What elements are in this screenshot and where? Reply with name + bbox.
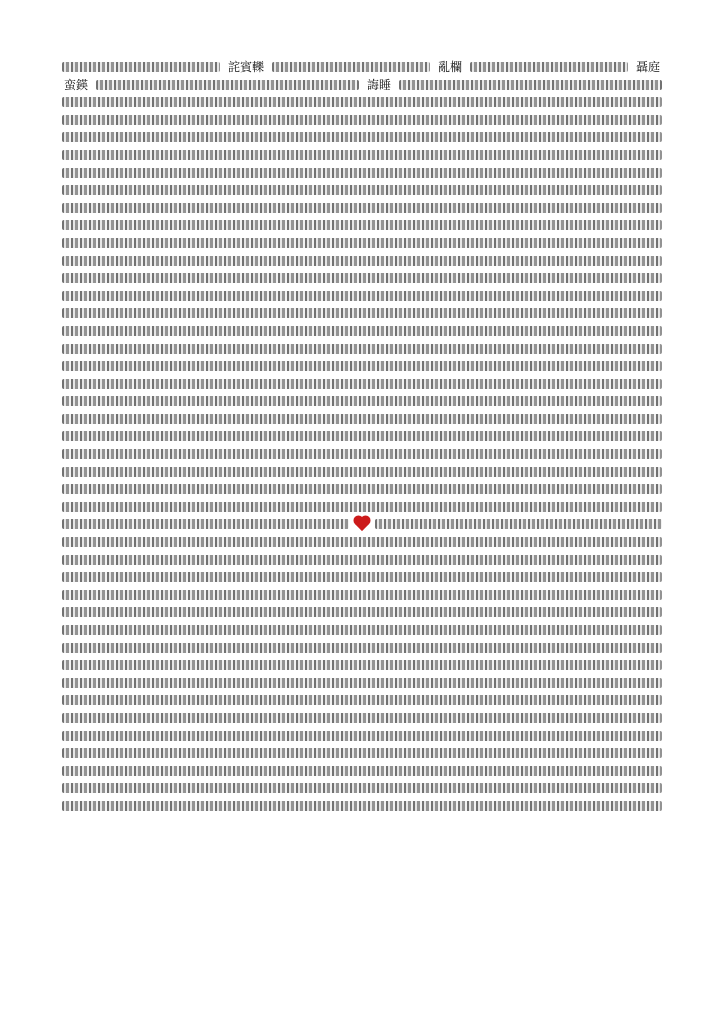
text-line — [62, 465, 662, 479]
illegible-text-run — [62, 695, 662, 705]
illegible-text-run — [62, 590, 662, 600]
text-line — [62, 658, 662, 672]
illegible-text-run — [62, 238, 662, 248]
text-line — [62, 641, 662, 655]
text-line — [62, 60, 662, 74]
illegible-text-run — [62, 625, 662, 635]
illegible-text-run — [62, 326, 662, 336]
text-line — [62, 799, 662, 813]
text-line — [62, 676, 662, 690]
text-line — [62, 148, 662, 162]
text-line — [62, 729, 662, 743]
text-line — [62, 342, 662, 356]
text-line — [62, 359, 662, 373]
illegible-text-run — [62, 748, 662, 758]
text-line — [62, 535, 662, 549]
illegible-text-run — [62, 361, 662, 371]
text-line — [62, 764, 662, 778]
illegible-text-run — [62, 291, 662, 301]
illegible-text-run — [62, 97, 662, 107]
text-line — [62, 254, 662, 268]
illegible-text-run — [62, 62, 220, 72]
illegible-text-run — [375, 519, 662, 529]
text-line — [62, 500, 662, 514]
illegible-text-run — [62, 414, 662, 424]
text-line — [62, 201, 662, 215]
text-line — [62, 482, 662, 496]
illegible-text-run — [62, 643, 662, 653]
illegible-text-run — [62, 467, 662, 477]
illegible-text-run — [62, 396, 662, 406]
text-line — [62, 271, 662, 285]
illegible-text-run — [62, 273, 662, 283]
text-line — [62, 781, 662, 795]
illegible-text-run — [62, 431, 662, 441]
dense-text-block — [62, 60, 662, 860]
text-line — [62, 623, 662, 637]
text-line — [62, 95, 662, 109]
text-line — [62, 693, 662, 707]
heart-icon — [355, 517, 369, 531]
text-line — [62, 447, 662, 461]
illegible-text-run — [62, 660, 662, 670]
legible-fragment: 詫賓轢 — [227, 60, 264, 74]
text-line — [62, 412, 662, 426]
illegible-text-run — [62, 783, 662, 793]
illegible-text-run — [62, 537, 662, 547]
text-line — [62, 78, 662, 92]
illegible-text-run — [62, 168, 662, 178]
text-line — [62, 605, 662, 619]
illegible-text-run — [62, 220, 662, 230]
text-line — [62, 377, 662, 391]
illegible-text-run — [96, 80, 359, 90]
illegible-text-run — [62, 379, 662, 389]
text-line — [62, 218, 662, 232]
illegible-text-run — [62, 256, 662, 266]
illegible-text-run — [62, 344, 662, 354]
illegible-text-run — [62, 519, 349, 529]
illegible-text-run — [62, 766, 662, 776]
illegible-text-run — [62, 502, 662, 512]
illegible-text-run — [399, 80, 662, 90]
illegible-text-run — [470, 62, 628, 72]
text-line — [62, 394, 662, 408]
illegible-text-run — [62, 150, 662, 160]
illegible-text-run — [62, 203, 662, 213]
text-line — [62, 429, 662, 443]
legible-fragment: 蛮鍈 — [64, 77, 89, 92]
text-line — [62, 183, 662, 197]
illegible-text-run — [62, 713, 662, 723]
illegible-text-run — [62, 185, 662, 195]
text-line — [62, 588, 662, 602]
illegible-text-run — [62, 801, 662, 811]
text-line — [62, 746, 662, 760]
text-line — [62, 517, 662, 531]
illegible-text-run — [62, 731, 662, 741]
illegible-text-run — [62, 607, 662, 617]
illegible-text-run — [62, 572, 662, 582]
legible-fragment: 誨睡 — [367, 77, 392, 92]
illegible-text-run — [62, 449, 662, 459]
text-line — [62, 711, 662, 725]
illegible-text-run — [62, 132, 662, 142]
legible-fragment: 聶庭 — [635, 60, 660, 74]
text-line — [62, 130, 662, 144]
text-line — [62, 570, 662, 584]
illegible-text-run — [62, 678, 662, 688]
text-line — [62, 306, 662, 320]
text-line — [62, 324, 662, 338]
legible-fragment: 亂欄 — [437, 60, 462, 74]
illegible-text-run — [62, 484, 662, 494]
text-line — [62, 113, 662, 127]
illegible-text-run — [62, 115, 662, 125]
text-line — [62, 553, 662, 567]
illegible-text-run — [62, 555, 662, 565]
illegible-text-run — [62, 308, 662, 318]
illegible-text-run — [272, 62, 430, 72]
text-line — [62, 289, 662, 303]
text-line — [62, 236, 662, 250]
text-line — [62, 166, 662, 180]
